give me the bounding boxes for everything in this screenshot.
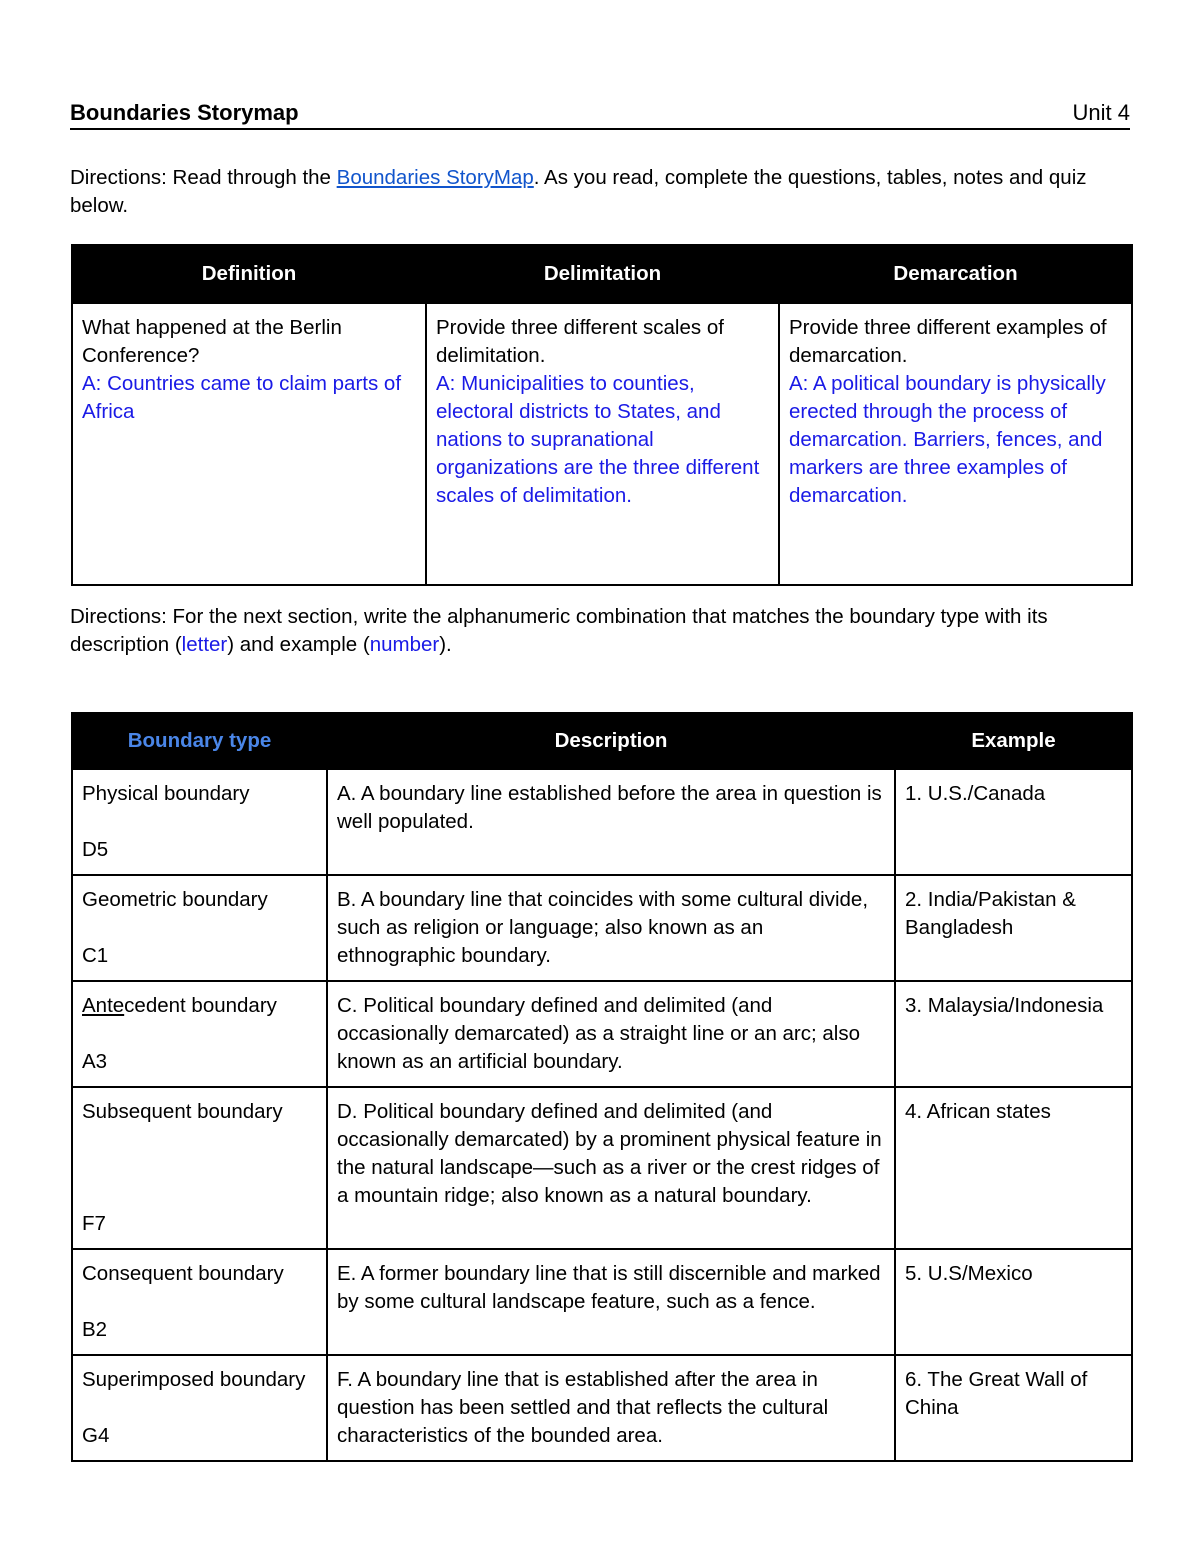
header-description: Description — [327, 713, 895, 769]
demarcation-cell[interactable] — [779, 303, 1132, 585]
definition-answer: A: Countries came to claim parts of Africa — [82, 372, 402, 423]
delimitation-question: Provide three different scales of delimitation. — [436, 316, 724, 367]
directions-matching-prefix: Directions: For the next section, write the alphanumeric combination that matches the boundary type with its description ( — [70, 605, 1048, 656]
table-row — [72, 1249, 1132, 1355]
berlin-conference-table — [71, 244, 1133, 586]
example-cell: 5. U.S/Mexico — [895, 1249, 1132, 1355]
table-header-row — [72, 713, 1132, 769]
storymap-link[interactable]: Boundaries StoryMap — [336, 166, 534, 189]
directions-reading — [70, 164, 1130, 220]
header-definition: Definition — [72, 245, 426, 303]
demarcation-answer: A: A political boundary is physically erected through the process of demarcation. Barriers, fences, and markers are three examples of demarcation. — [789, 372, 1106, 507]
boundary-type-label: Physical boundary — [82, 782, 250, 805]
boundary-type-cell[interactable] — [72, 769, 327, 875]
boundary-type-label: Consequent boundary — [82, 1262, 284, 1285]
delimitation-cell[interactable] — [426, 303, 779, 585]
table-row — [72, 303, 1132, 585]
definition-cell[interactable] — [72, 303, 426, 585]
description-cell: F. A boundary line that is established after the area in question has been settled and that reflects the cultural characteristics of the bounded area. — [327, 1355, 895, 1461]
table-row — [72, 1355, 1132, 1461]
answer-code: C1 — [82, 944, 109, 967]
boundary-type-label: Superimposed boundary — [82, 1368, 306, 1391]
directions-reading-suffix: . As you read, complete the questions, tables, notes and quiz below. — [70, 166, 1087, 217]
example-cell: 6. The Great Wall of China — [895, 1355, 1132, 1461]
letter-keyword: letter — [181, 633, 228, 656]
boundary-type-label-rest: cedent boundary — [124, 994, 277, 1017]
description-cell: C. Political boundary defined and delimited (and occasionally demarcated) as a straight line or an arc; also known as an artificial boundary. — [327, 981, 895, 1087]
boundary-matching-table — [71, 712, 1133, 1462]
boundary-type-underlined-prefix: Ante — [82, 994, 125, 1017]
directions-matching-suffix: ). — [439, 633, 452, 656]
description-cell: B. A boundary line that coincides with some cultural divide, such as religion or language; also known as an ethnographic boundary. — [327, 875, 895, 981]
boundary-type-cell[interactable] — [72, 1249, 327, 1355]
description-cell: D. Political boundary defined and delimited (and occasionally demarcated) by a prominent physical feature in the natural landscape—such as a river or the crest ridges of a mountain ridge; also known as a natural boundary. — [327, 1087, 895, 1249]
answer-code: F7 — [82, 1212, 106, 1235]
description-cell: A. A boundary line established before the area in question is well populated. — [327, 769, 895, 875]
number-keyword: number — [369, 633, 440, 656]
table-row — [72, 769, 1132, 875]
answer-code: B2 — [82, 1318, 108, 1341]
example-cell: 3. Malaysia/Indonesia — [895, 981, 1132, 1087]
document-title: Boundaries Storymap — [70, 100, 299, 125]
answer-code: A3 — [82, 1050, 108, 1073]
unit-label: Unit 4 — [1072, 100, 1130, 125]
answer-code: G4 — [82, 1424, 110, 1447]
delimitation-answer: A: Municipalities to counties, electoral districts to States, and nations to supranational organizations are the three different scales of delimitation. — [436, 372, 760, 507]
directions-matching — [70, 603, 1130, 659]
directions-matching-middle: ) and example ( — [227, 633, 370, 656]
table-row — [72, 981, 1132, 1087]
example-cell: 1. U.S./Canada — [895, 769, 1132, 875]
table-header-row — [72, 245, 1132, 303]
boundary-type-cell[interactable] — [72, 1087, 327, 1249]
example-cell: 2. India/Pakistan & Bangladesh — [895, 875, 1132, 981]
boundary-type-cell[interactable] — [72, 1355, 327, 1461]
definition-question: What happened at the Berlin Conference? — [82, 316, 342, 367]
table-row — [72, 875, 1132, 981]
boundary-type-cell[interactable] — [72, 981, 327, 1087]
directions-reading-prefix: Directions: Read through the — [70, 166, 337, 189]
boundary-type-label: Geometric boundary — [82, 888, 268, 911]
answer-code: D5 — [82, 838, 109, 861]
header-delimitation: Delimitation — [426, 245, 779, 303]
example-cell: 4. African states — [895, 1087, 1132, 1249]
header-demarcation: Demarcation — [779, 245, 1132, 303]
boundary-type-cell[interactable] — [72, 875, 327, 981]
demarcation-question: Provide three different examples of demarcation. — [789, 316, 1107, 367]
boundary-type-label: Subsequent boundary — [82, 1100, 283, 1123]
description-cell: E. A former boundary line that is still discernible and marked by some cultural landscape feature, such as a fence. — [327, 1249, 895, 1355]
table-row — [72, 1087, 1132, 1249]
header-example: Example — [895, 713, 1132, 769]
header-boundary-type: Boundary type — [72, 713, 327, 769]
document-header — [70, 100, 1130, 130]
